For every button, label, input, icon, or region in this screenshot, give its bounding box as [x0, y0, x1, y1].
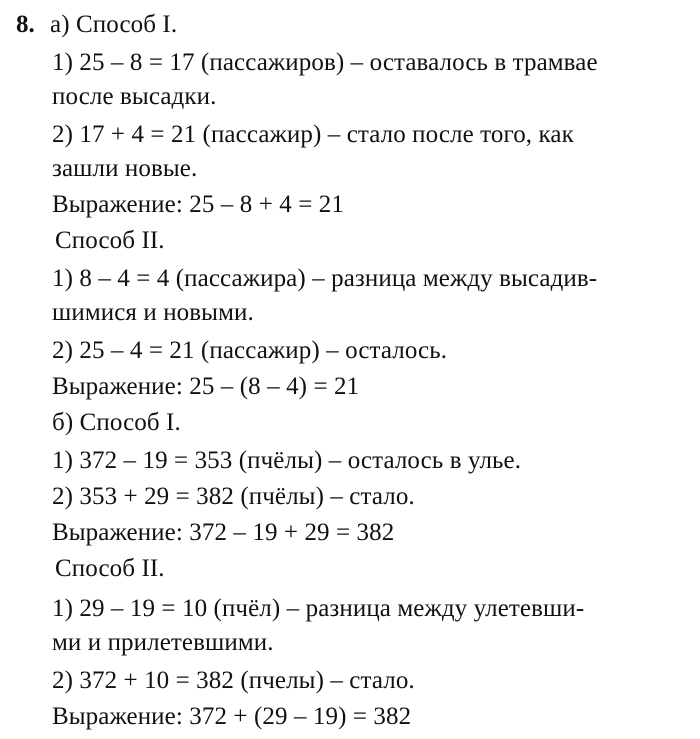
b-step3-line1: 1) 29 – 19 = 10 (пчёл) – разница между улетевши-: [52, 595, 585, 622]
b-step4-line1: 2) 372 + 10 = 382 (пчелы) – стало.: [52, 667, 415, 694]
part-a-heading: а) Способ I.: [50, 11, 178, 38]
b-method-2-heading: Способ II.: [55, 555, 165, 582]
b-expression-2: Выражение: 372 + (29 – 19) = 382: [52, 703, 412, 730]
task-number: 8.: [16, 11, 35, 38]
a-step3-line2: шимися и новыми.: [52, 299, 254, 326]
a-step2-line2: зашли новые.: [52, 155, 198, 182]
a-step2-line1: 2) 17 + 4 = 21 (пассажир) – стало после того, как: [52, 121, 574, 148]
b-step1-line1: 1) 372 – 19 = 353 (пчёлы) – осталось в улье.: [52, 447, 522, 474]
a-expression-2: Выражение: 25 – (8 – 4) = 21: [52, 373, 360, 400]
b-step2-line1: 2) 353 + 29 = 382 (пчёлы) – стало.: [52, 483, 415, 510]
a-expression-1: Выражение: 25 – 8 + 4 = 21: [52, 191, 344, 218]
a-method-2-heading: Способ II.: [55, 227, 165, 254]
part-b-heading: б) Способ I.: [52, 409, 181, 436]
b-step3-line2: ми и прилетевшими.: [52, 629, 274, 656]
b-expression-1: Выражение: 372 – 19 + 29 = 382: [52, 519, 395, 546]
a-step1-line2: после высадки.: [52, 83, 217, 110]
a-step3-line1: 1) 8 – 4 = 4 (пассажира) – разница между высадив-: [52, 265, 598, 292]
a-step1-line1: 1) 25 – 8 = 17 (пассажиров) – оставалось в трамвае: [52, 49, 598, 76]
a-step4-line1: 2) 25 – 4 = 21 (пассажир) – осталось.: [52, 337, 448, 364]
